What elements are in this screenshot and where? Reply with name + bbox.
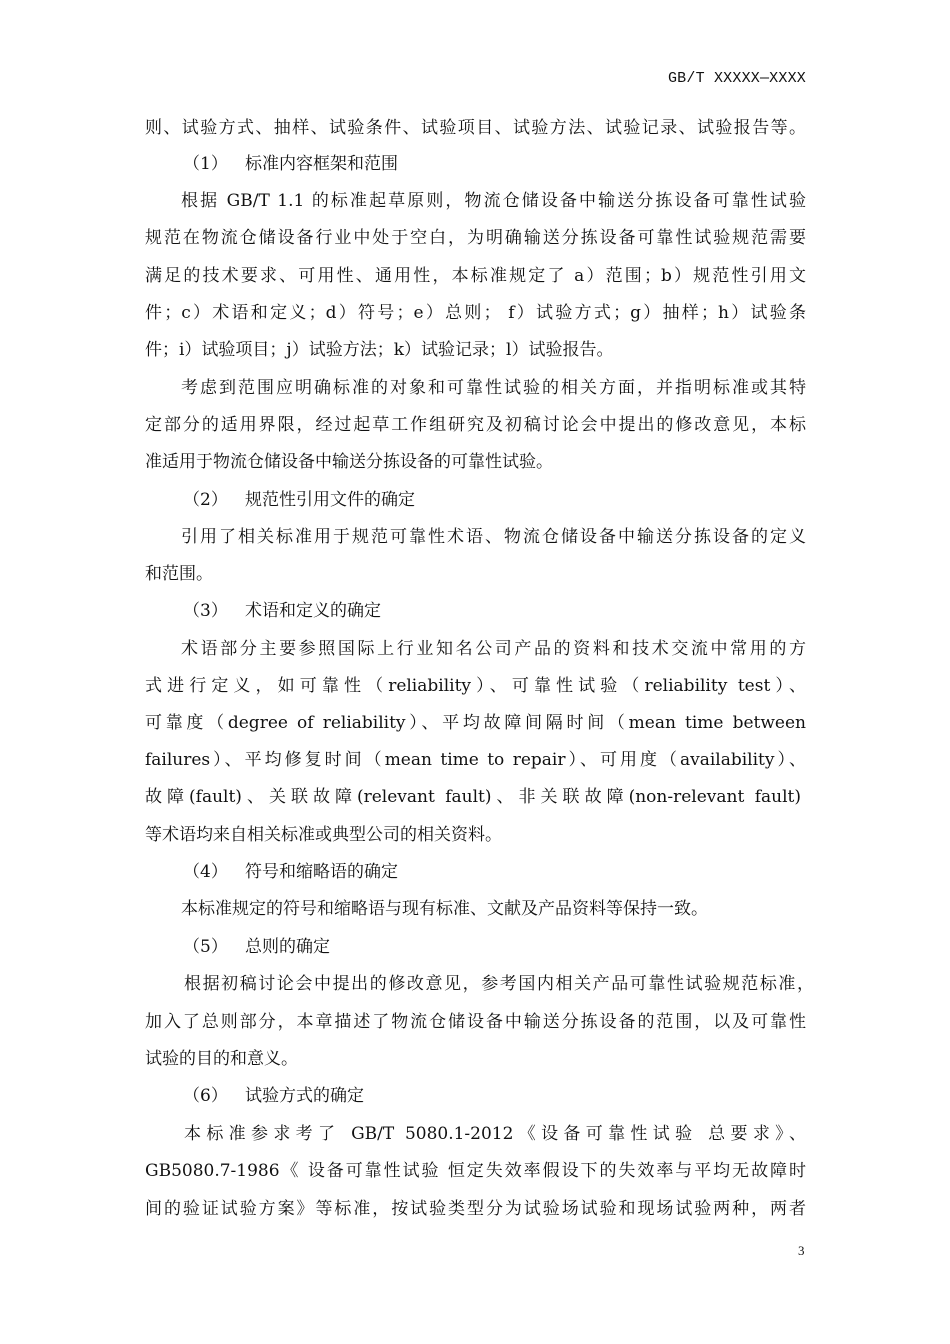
text-line: 规范在物流仓储设备行业中处于空白，为明确输送分拣设备可靠性试验规范需要 <box>145 228 806 248</box>
text-line: 试验的目的和意义。 <box>145 1049 298 1069</box>
text-line: 术语部分主要参照国际上行业知名公司产品的资料和技术交流中常用的方 <box>181 639 806 659</box>
document-header: GB/T XXXXX—XXXX <box>667 70 806 87</box>
heading-title: 符号和缩略语的确定 <box>245 862 398 882</box>
page-number: 3 <box>798 1243 805 1258</box>
heading-number: （5） <box>183 937 228 957</box>
text-line: failures）、平均修复时间（mean time to repair）、可用度（availability）、 <box>145 750 806 770</box>
text-line: 准适用于物流仓储设备中输送分拣设备的可靠性试验。 <box>145 452 553 472</box>
text-line: 式进行定义，如可靠性（reliability）、可靠性试验（reliability test）、 <box>145 676 806 696</box>
text-line: 故障(fault)、关联故障(relevant fault)、非关联故障(non-relevant fault) <box>145 787 801 807</box>
heading-number: （3） <box>183 601 228 621</box>
text-line: 根据初稿讨论会中提出的修改意见，参考国内相关产品可靠性试验规范标准， <box>184 974 814 994</box>
section-heading <box>183 153 844 175</box>
heading-number: （6） <box>183 1086 228 1106</box>
text-line: 可靠度（degree of reliability）、平均故障间隔时间（mean time between <box>145 713 806 733</box>
text-line: 加入了总则部分，本章描述了物流仓储设备中输送分拣设备的范围，以及可靠性 <box>145 1012 806 1032</box>
text-line: 根据 GB/T 1.1 的标准起草原则，物流仓储设备中输送分拣设备可靠性试验 <box>181 191 806 211</box>
text-line: 件；i）试验项目；j）试验方法；k）试验记录；l）试验报告。 <box>145 340 614 360</box>
text-line: 考虑到范围应明确标准的对象和可靠性试验的相关方面，并指明标准或其特 <box>181 378 806 398</box>
text-line: 等术语均来自相关标准或典型公司的相关资料。 <box>145 825 502 845</box>
section-heading <box>183 1085 844 1107</box>
heading-number: （2） <box>183 490 228 510</box>
text-line: 则、试验方式、抽样、试验条件、试验项目、试验方法、试验记录、试验报告等。 <box>145 118 806 138</box>
section-heading <box>183 600 844 622</box>
section-heading <box>183 936 844 958</box>
heading-title: 术语和定义的确定 <box>245 601 381 621</box>
heading-number: （4） <box>183 862 228 882</box>
text-line: 满足的技术要求、可用性、通用性，本标准规定了 a）范围；b）规范性引用文 <box>145 266 806 286</box>
text-line: 间的验证试验方案》等标准，按试验类型分为试验场试验和现场试验两种，两者 <box>145 1199 806 1219</box>
heading-title: 规范性引用文件的确定 <box>245 490 415 510</box>
text-line: 和范围。 <box>145 564 213 584</box>
heading-title: 总则的确定 <box>245 937 330 957</box>
section-heading <box>183 489 844 511</box>
text-line: GB5080.7-1986《 设备可靠性试验 恒定失效率假设下的失效率与平均无故障时 <box>145 1161 806 1181</box>
heading-title: 标准内容框架和范围 <box>245 154 398 174</box>
section-heading <box>183 861 844 883</box>
text-line: 引用了相关标准用于规范可靠性术语、物流仓储设备中输送分拣设备的定义 <box>181 527 806 547</box>
text-line: 定部分的适用界限，经过起草工作组研究及初稿讨论会中提出的修改意见，本标 <box>145 415 806 435</box>
heading-number: （1） <box>183 154 228 174</box>
text-line: 本标准参求考了 GB/T 5080.1-2012《设备可靠性试验 总要求》、 <box>184 1124 806 1144</box>
heading-title: 试验方式的确定 <box>245 1086 364 1106</box>
text-line: 本标准规定的符号和缩略语与现有标准、文献及产品资料等保持一致。 <box>181 899 708 919</box>
text-line: 件；c）术语和定义；d）符号；e）总则； f）试验方式；g）抽样；h）试验条 <box>145 303 806 323</box>
